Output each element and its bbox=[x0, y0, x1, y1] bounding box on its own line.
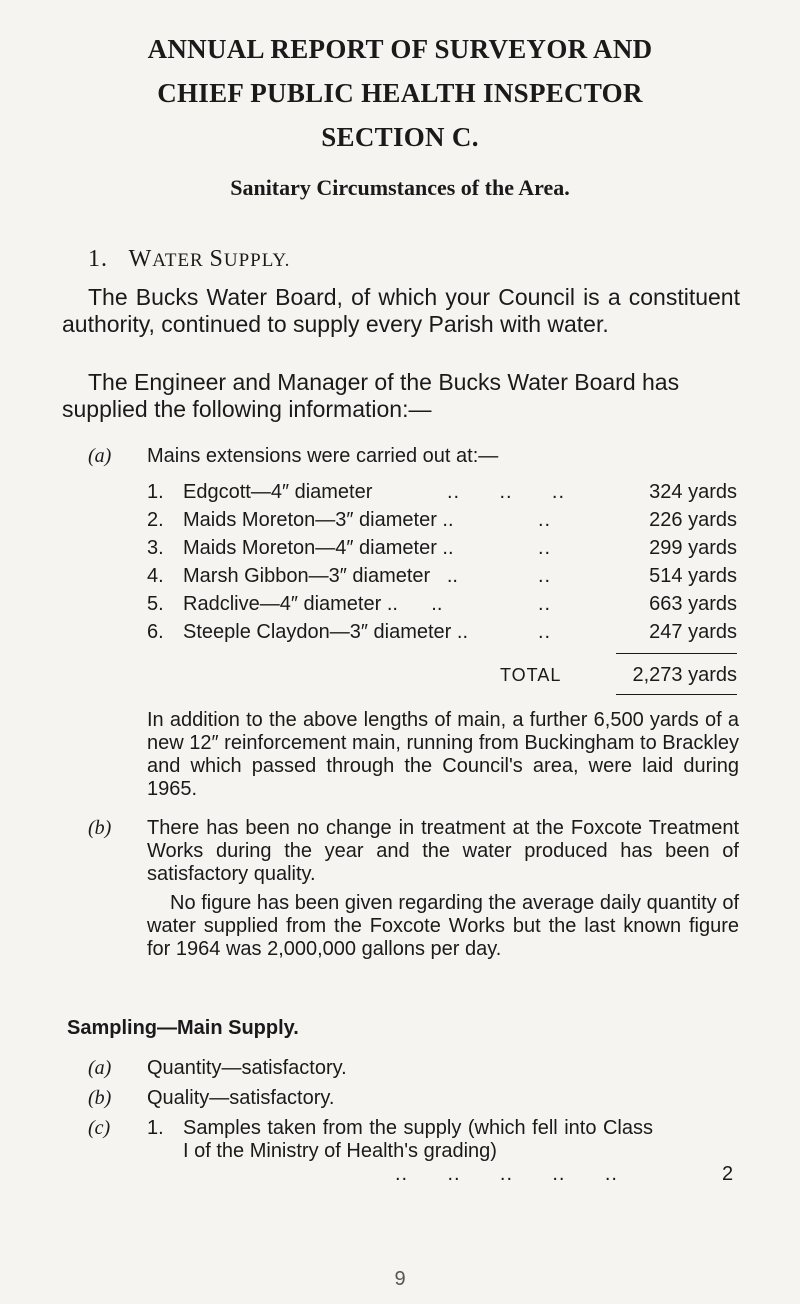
sampling-b-text: Quality—satisfactory. bbox=[147, 1087, 335, 1109]
total-label: TOTAL bbox=[500, 665, 562, 685]
row-leader: .. bbox=[538, 537, 552, 559]
row-leader: .. bbox=[538, 621, 552, 643]
row-number: 5. bbox=[147, 593, 164, 615]
row-leader: .. bbox=[538, 593, 552, 615]
heading-number: 1. bbox=[88, 246, 108, 272]
row-leader: .. .. .. bbox=[447, 481, 566, 503]
row-location: Maids Moreton—4″ diameter .. bbox=[183, 537, 454, 559]
sampling-c-number: 1. bbox=[147, 1117, 164, 1139]
page-number: 9 bbox=[394, 1268, 406, 1290]
water-supply-heading bbox=[88, 246, 290, 273]
row-leader: .. bbox=[538, 565, 552, 587]
row-length: 226 yards bbox=[649, 509, 737, 531]
item-b-paragraph-1: There has been no change in treatment at the Foxcote Treatment Works during the year and the water produced has been of satisfactory quality. bbox=[147, 817, 739, 885]
sampling-c-leader: .. .. .. .. .. bbox=[395, 1163, 618, 1185]
item-a-heading: Mains extensions were carried out at:— bbox=[147, 445, 499, 467]
mains-row bbox=[147, 621, 737, 647]
item-b-label: (b) bbox=[88, 817, 112, 839]
sampling-a-text: Quantity—satisfactory. bbox=[147, 1057, 347, 1079]
heading-initial-s: S bbox=[209, 246, 224, 272]
total-rule-top bbox=[616, 653, 737, 654]
sampling-c-value: 2 bbox=[722, 1163, 734, 1185]
report-title-line-1: ANNUAL REPORT OF SURVEYOR AND bbox=[147, 34, 653, 64]
row-location: Steeple Claydon—3″ diameter .. bbox=[183, 621, 469, 643]
sampling-b-label: (b) bbox=[88, 1087, 112, 1109]
intro-paragraph-1: The Bucks Water Board, of which your Council is a constituent authority, continued to supply every Parish with water. bbox=[62, 284, 740, 337]
sampling-heading: Sampling—Main Supply. bbox=[67, 1017, 299, 1039]
item-a-note: In addition to the above lengths of main, a further 6,500 yards of a new 12″ reinforcement main, running from Buckingham to Brackley and which passed through the Council's area, were laid during 1965. bbox=[147, 709, 739, 800]
mains-row bbox=[147, 593, 737, 619]
mains-row bbox=[147, 481, 737, 507]
row-leader: .. bbox=[538, 509, 552, 531]
row-length: 247 yards bbox=[649, 621, 737, 643]
mains-row bbox=[147, 565, 737, 591]
total-rule-bottom bbox=[616, 694, 737, 695]
intro-paragraph-2: The Engineer and Manager of the Bucks Water Board has supplied the following information:— bbox=[62, 369, 680, 422]
row-location: Radclive—4″ diameter .. .. bbox=[183, 593, 443, 615]
sampling-c-label: (c) bbox=[88, 1117, 111, 1139]
heading-rest-2: UPPLY. bbox=[223, 250, 291, 271]
mains-row bbox=[147, 537, 737, 563]
total-value: 2,273 yards bbox=[632, 664, 737, 686]
row-length: 663 yards bbox=[649, 593, 737, 615]
row-length: 514 yards bbox=[649, 565, 737, 587]
section-heading: SECTION C. bbox=[321, 122, 479, 152]
section-subtitle: Sanitary Circumstances of the Area. bbox=[230, 175, 570, 200]
row-location: Edgcott—4″ diameter bbox=[183, 481, 373, 503]
sampling-c-text: Samples taken from the supply (which fell into Class I of the Ministry of Health's grading) bbox=[183, 1117, 653, 1162]
row-number: 6. bbox=[147, 621, 164, 643]
heading-initial-w: W bbox=[128, 246, 153, 272]
mains-row bbox=[147, 509, 737, 535]
heading-rest-1: ATER bbox=[152, 250, 210, 271]
row-length: 324 yards bbox=[649, 481, 737, 503]
row-number: 4. bbox=[147, 565, 164, 587]
row-length: 299 yards bbox=[649, 537, 737, 559]
row-number: 3. bbox=[147, 537, 164, 559]
row-location: Maids Moreton—3″ diameter .. bbox=[183, 509, 454, 531]
row-number: 1. bbox=[147, 481, 164, 503]
report-title-line-2: CHIEF PUBLIC HEALTH INSPECTOR bbox=[157, 78, 643, 108]
sampling-a-label: (a) bbox=[88, 1057, 112, 1079]
item-b-paragraph-2: No figure has been given regarding the average daily quantity of water supplied from the Foxcote Works but the last known figure for 1964 was 2,000,000 gallons per day. bbox=[147, 892, 739, 960]
item-a-label: (a) bbox=[88, 445, 112, 467]
row-location: Marsh Gibbon—3″ diameter .. bbox=[183, 565, 458, 587]
row-number: 2. bbox=[147, 509, 164, 531]
